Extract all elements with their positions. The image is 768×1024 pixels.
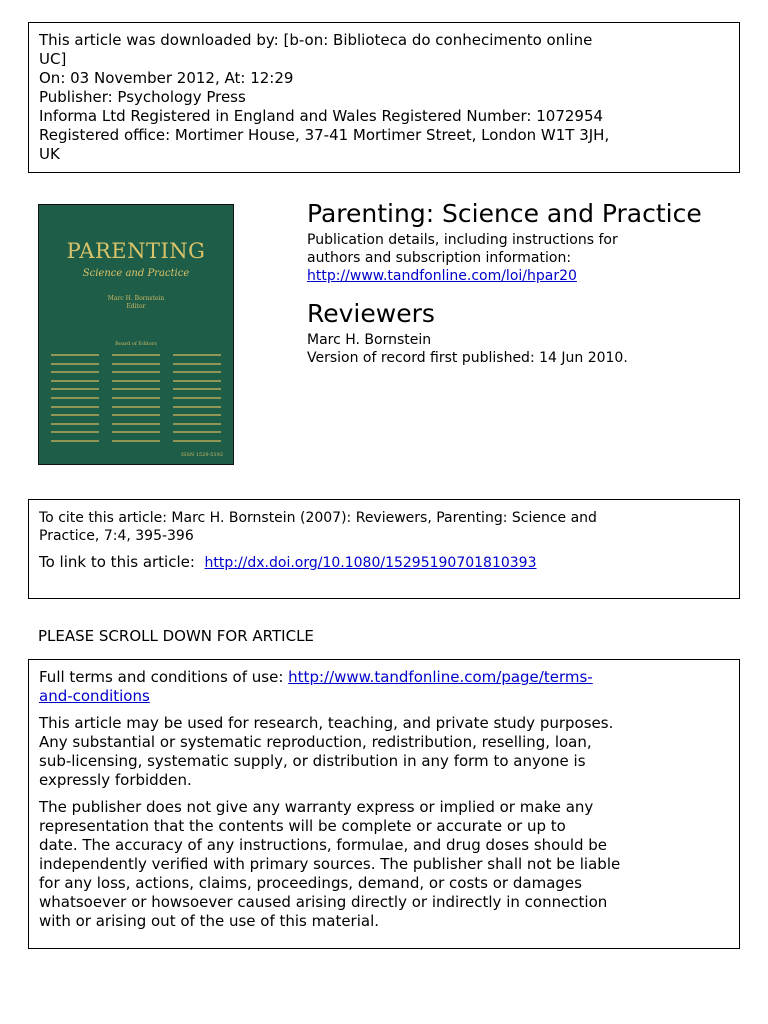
scroll-down-notice: PLEASE SCROLL DOWN FOR ARTICLE [38, 627, 314, 645]
citation-line: To cite this article: Marc H. Bornstein (2007): Reviewers, Parenting: Science and [39, 510, 597, 526]
terms-intro-label: Full terms and conditions of use: [39, 668, 284, 686]
download-notice-line: On: 03 November 2012, At: 12:29 [39, 69, 294, 87]
terms-intro-para [39, 668, 729, 706]
citation-box [28, 499, 740, 599]
cover-title: PARENTING [66, 239, 206, 263]
doi-link[interactable]: http://dx.doi.org/10.1080/15295190701810393 [204, 555, 537, 571]
doi-link-label: To link to this article: [39, 553, 195, 571]
publication-details-line: Publication details, including instructions for [307, 232, 618, 248]
cover-board-list [51, 353, 221, 448]
doi-link-row [39, 553, 729, 572]
download-notice-box [28, 22, 740, 173]
terms-line: whatsoever or howsoever caused arising directly or indirectly in connection [39, 893, 608, 911]
download-notice-line: UK [39, 145, 60, 163]
cover-editor-name: Marc H. Bornstein [107, 295, 165, 302]
terms-line: The publisher does not give any warranty express or implied or make any [39, 798, 594, 816]
terms-line: expressly forbidden. [39, 771, 192, 789]
author-block [307, 331, 628, 367]
download-notice-line: Publisher: Psychology Press [39, 88, 246, 106]
terms-line: with or arising out of the use of this material. [39, 912, 380, 930]
terms-usage-para [39, 714, 729, 790]
cover-subtitle: Science and Practice [82, 268, 190, 279]
terms-line: representation that the contents will be complete or accurate or up to [39, 817, 566, 835]
download-notice-line: Registered office: Mortimer House, 37-41 Mortimer Street, London W1T 3JH, [39, 126, 610, 144]
cover-board-heading: Board of Editors [115, 341, 157, 347]
cover-editor-role: Editor [126, 303, 146, 310]
terms-line: date. The accuracy of any instructions, formulae, and drug doses should be [39, 836, 608, 854]
terms-line: sub-licensing, systematic supply, or distribution in any form to anyone is [39, 752, 586, 770]
cover-editor [39, 295, 233, 311]
terms-disclaimer-para [39, 798, 729, 931]
author-name: Marc H. Bornstein [307, 332, 432, 348]
terms-box [28, 659, 740, 949]
terms-line: independently verified with primary sources. The publisher shall not be liable [39, 855, 621, 873]
version-of-record: Version of record first published: 14 Jun 2010. [307, 350, 628, 366]
download-notice-line: UC] [39, 50, 67, 68]
citation-line: Practice, 7:4, 395-396 [39, 528, 194, 544]
terms-line: Any substantial or systematic reproduction, redistribution, reselling, loan, [39, 733, 592, 751]
journal-url-link[interactable]: http://www.tandfonline.com/loi/hpar20 [307, 268, 577, 284]
terms-line: for any loss, actions, claims, proceedings, demand, or costs or damages [39, 874, 582, 892]
download-notice-line: This article was downloaded by: [b-on: Biblioteca do conhecimento online [39, 31, 593, 49]
terms-line: This article may be used for research, teaching, and private study purposes. [39, 714, 614, 732]
terms-url-link-continued[interactable]: and-conditions [39, 687, 150, 705]
publication-details [307, 231, 618, 285]
download-notice-line: Informa Ltd Registered in England and Wales Registered Number: 1072954 [39, 107, 604, 125]
publication-details-line: authors and subscription information: [307, 250, 572, 266]
article-title: Reviewers [307, 299, 435, 328]
terms-url-link[interactable]: http://www.tandfonline.com/page/terms- [288, 668, 593, 686]
journal-title: Parenting: Science and Practice [307, 199, 702, 228]
journal-cover-image [38, 204, 234, 465]
cover-issn: ISSN 1529-5192 [181, 452, 223, 458]
